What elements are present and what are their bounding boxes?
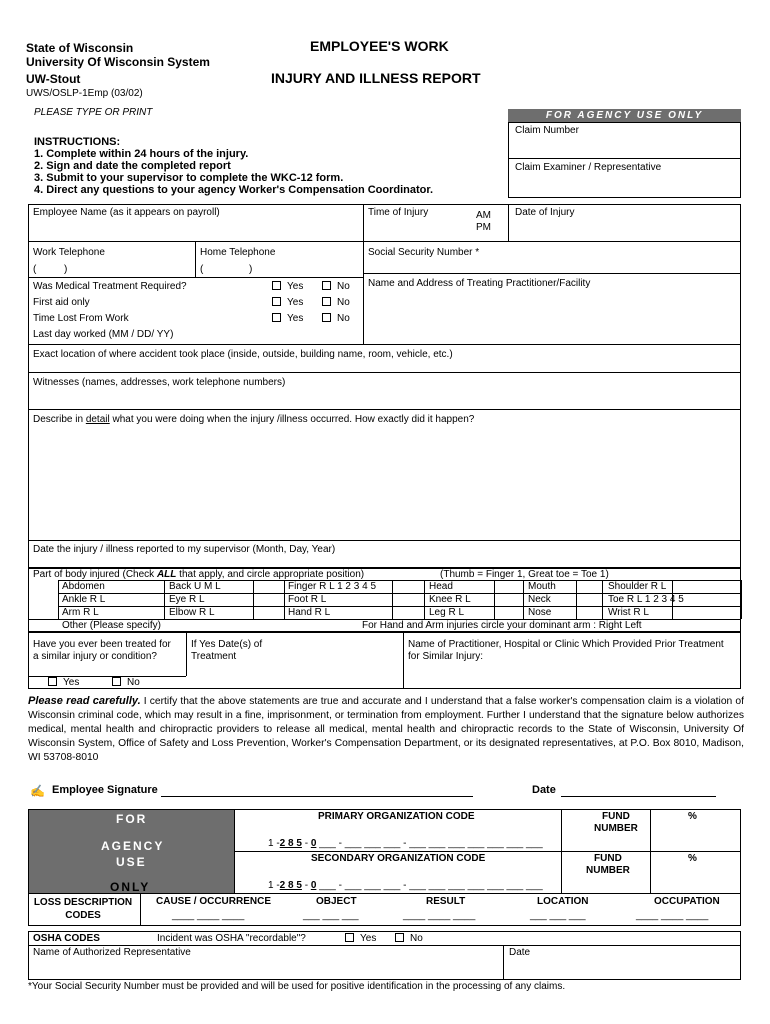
- body-part-option[interactable]: Elbow R L: [169, 607, 215, 618]
- divider: [28, 893, 741, 894]
- divider: [284, 580, 285, 619]
- secondary-percent-label: %: [688, 853, 697, 864]
- divider: [186, 632, 187, 676]
- osha-no-checkbox[interactable]: No: [395, 933, 423, 944]
- divider: [494, 580, 495, 619]
- state-name: State of Wisconsin: [26, 41, 134, 55]
- campus-name: UW-Stout: [26, 72, 81, 86]
- time-of-injury-field[interactable]: Time of Injury: [368, 207, 429, 218]
- primary-org-code-label: PRIMARY ORGANIZATION CODE: [318, 811, 475, 822]
- type-or-print-note: PLEASE TYPE OR PRINT: [34, 107, 153, 118]
- body-part-option[interactable]: Eye R L: [169, 594, 205, 605]
- secondary-fund-number-label: FUND NUMBER: [586, 853, 630, 876]
- body-parts-heading: Part of body injured (Check ALL that apply, and circle appropriate position): [33, 569, 365, 580]
- divider: [253, 580, 254, 619]
- body-part-option[interactable]: Wrist R L: [608, 607, 649, 618]
- instruction-item: 4. Direct any questions to your agency Worker's Compensation Coordinator.: [34, 184, 434, 196]
- divider: [392, 580, 393, 619]
- body-part-option[interactable]: Finger R L 1 2 3 4 5: [288, 581, 377, 592]
- divider: [28, 344, 741, 345]
- medical-no-checkbox[interactable]: No: [322, 281, 350, 292]
- home-phone-paren-close: ): [249, 264, 253, 275]
- signature-date-line[interactable]: [561, 796, 716, 797]
- employee-signature-label: Employee Signature: [52, 784, 158, 796]
- loss-description-label: LOSS DESCRIPTION CODES: [33, 897, 133, 921]
- divider: [28, 409, 741, 410]
- body-part-option[interactable]: Arm R L: [62, 607, 99, 618]
- work-phone-paren-close: ): [64, 264, 68, 275]
- time-lost-no-checkbox[interactable]: No: [322, 313, 350, 324]
- result-code-field[interactable]: ____ ____ ____: [403, 910, 476, 921]
- only-label: ONLY: [110, 880, 151, 894]
- employee-signature-line[interactable]: [161, 796, 473, 797]
- work-telephone-field[interactable]: Work Telephone: [33, 247, 105, 258]
- primary-org-code-field[interactable]: 1 -2 8 5 - 0 ___ - ___ ___ ___ - ___ ___ ___ ___ ___ ___ ___: [268, 838, 543, 849]
- exact-location-field[interactable]: Exact location of where accident took place (inside, outside, building name, room, vehicle, etc.): [33, 349, 453, 360]
- divider: [508, 158, 741, 159]
- body-part-option[interactable]: Back U M L: [169, 581, 221, 592]
- primary-percent-label: %: [688, 811, 697, 822]
- ssn-field[interactable]: Social Security Number *: [368, 247, 480, 258]
- checkbox-icon: [48, 677, 57, 686]
- authorized-rep-field[interactable]: Name of Authorized Representative: [33, 947, 191, 958]
- checkbox-icon: [322, 281, 331, 290]
- date-reported-field[interactable]: Date the injury / illness reported to my supervisor (Month, Day, Year): [33, 544, 336, 555]
- form-code: UWS/OSLP-1Emp (03/02): [26, 88, 143, 99]
- claim-examiner-field[interactable]: Claim Examiner / Representative: [515, 162, 662, 173]
- body-part-option[interactable]: Hand R L: [288, 607, 331, 618]
- form-title-line1: EMPLOYEE'S WORK: [310, 38, 449, 54]
- prior-treatment-question: Have you ever been treated for a similar injury or condition?: [33, 639, 171, 662]
- checkbox-icon: [272, 297, 281, 306]
- divider: [140, 893, 141, 926]
- osha-recordable-question: Incident was OSHA "recordable"?: [157, 933, 306, 944]
- practitioner-field[interactable]: Name and Address of Treating Practitioner/Facility: [368, 278, 591, 289]
- system-name: University Of Wisconsin System: [26, 55, 210, 69]
- authorized-rep-date-field[interactable]: Date: [509, 947, 531, 958]
- dominant-arm-question[interactable]: For Hand and Arm injuries circle your dominant arm : Right Left: [362, 620, 642, 631]
- other-body-part-field[interactable]: Other (Please specify): [62, 620, 161, 631]
- divider: [503, 945, 504, 980]
- divider: [424, 580, 425, 619]
- certification-text: Please read carefully. I certify that the above statements are true and accurate and I understand that a false worker's compensation claim is a violation of Wisconsin criminal code, which may result in a fine, imprisonment, or termination from employment. Further I understand that the signature below authorizes medical, mental health and chiropractic providers to release all medical, mental health and chiropractic records to the State of Wisconsin, University Of Wisconsin System, Office of Safety and Loss Prevention, Worker's Compensation Department, or its designated representatives, at P.O. Box 8010, Madison, WI 53708-8010: [28, 695, 744, 763]
- occupation-code-field[interactable]: ____ ____ ____: [636, 910, 709, 921]
- divider: [28, 540, 741, 541]
- use-label: USE: [116, 855, 147, 869]
- secondary-org-code-label: SECONDARY ORGANIZATION CODE: [311, 853, 486, 864]
- body-part-option[interactable]: Shoulder R L: [608, 581, 667, 592]
- divider: [234, 851, 741, 852]
- am-option[interactable]: AM: [476, 210, 491, 221]
- result-label: RESULT: [426, 896, 466, 907]
- pen-icon: ✍: [30, 784, 45, 798]
- checkbox-icon: [272, 281, 281, 290]
- divider: [508, 204, 509, 241]
- body-part-option[interactable]: Abdomen: [62, 581, 105, 592]
- body-part-option[interactable]: Ankle R L: [62, 594, 106, 605]
- prior-no-checkbox[interactable]: No: [112, 677, 140, 688]
- checkbox-icon: [345, 933, 354, 942]
- work-phone-paren-open: (: [33, 264, 37, 275]
- medical-yes-checkbox[interactable]: Yes: [272, 281, 303, 292]
- ssn-footnote: *Your Social Security Number must be provided and will be used for positive identification in the processing of any claims.: [28, 981, 566, 992]
- body-part-option[interactable]: Leg R L: [429, 607, 465, 618]
- divider: [28, 277, 363, 278]
- divider: [741, 580, 742, 619]
- checkbox-icon: [112, 677, 121, 686]
- time-lost-yes-checkbox[interactable]: Yes: [272, 313, 303, 324]
- date-of-injury-field[interactable]: Date of Injury: [515, 207, 575, 218]
- thumb-note: (Thumb = Finger 1, Great toe = Toe 1): [440, 569, 609, 580]
- instructions-heading: INSTRUCTIONS:: [34, 136, 121, 148]
- instructions: [34, 136, 433, 196]
- body-part-option[interactable]: Nose: [528, 607, 552, 618]
- object-code-field[interactable]: ___ ___ ___: [303, 910, 359, 921]
- secondary-org-code-field[interactable]: 1 -2 8 5 - 0 ___ - ___ ___ ___ - ___ ___ ___ ___ ___ ___ ___: [268, 880, 543, 891]
- osha-yes-checkbox[interactable]: Yes: [345, 933, 376, 944]
- location-code-field[interactable]: ___ ___ ___: [530, 910, 586, 921]
- divider: [58, 580, 59, 619]
- cause-occurrence-label: CAUSE / OCCURRENCE: [156, 896, 272, 907]
- claim-number-field[interactable]: Claim Number: [515, 125, 579, 136]
- body-part-option[interactable]: Mouth: [528, 581, 556, 592]
- body-part-option[interactable]: Neck: [528, 594, 551, 605]
- last-day-worked-field[interactable]: Last day worked (MM / DD/ YY): [33, 329, 174, 340]
- body-part-option[interactable]: Toe R L 1 2 3 4 5: [608, 594, 684, 605]
- divider: [28, 945, 741, 946]
- divider: [363, 204, 364, 344]
- divider: [28, 241, 741, 242]
- osha-codes-label: OSHA CODES: [33, 933, 100, 944]
- first-aid-label: First aid only: [33, 297, 90, 308]
- checkbox-icon: [322, 313, 331, 322]
- agency-label: AGENCY: [101, 839, 165, 853]
- prior-treatment-provider-field[interactable]: Name of Practitioner, Hospital or Clinic Which Provided Prior Treatment for Similar Injury:: [408, 639, 724, 662]
- instruction-item: 1. Complete within 24 hours of the injury.: [34, 148, 249, 160]
- divider: [164, 580, 165, 619]
- first-aid-no-checkbox[interactable]: No: [322, 297, 350, 308]
- prior-yes-checkbox[interactable]: Yes: [48, 677, 79, 688]
- witnesses-field[interactable]: Witnesses (names, addresses, work telephone numbers): [33, 377, 286, 388]
- divider: [523, 580, 524, 619]
- primary-fund-number-label: FUND NUMBER: [594, 811, 638, 834]
- body-part-option[interactable]: Foot R L: [288, 594, 327, 605]
- location-label: LOCATION: [537, 896, 589, 907]
- form-title-line2: INJURY AND ILLNESS REPORT: [271, 70, 481, 86]
- instruction-item: 2. Sign and date the completed report: [34, 160, 231, 172]
- pm-option[interactable]: PM: [476, 222, 491, 233]
- agency-use-heading: FOR AGENCY USE ONLY: [508, 109, 741, 122]
- occupation-label: OCCUPATION: [654, 896, 720, 907]
- divider: [403, 632, 404, 689]
- divider: [28, 372, 741, 373]
- medical-required-label: Was Medical Treatment Required?: [33, 281, 187, 292]
- divider: [602, 580, 603, 619]
- divider: [576, 580, 577, 619]
- object-label: OBJECT: [316, 896, 357, 907]
- checkbox-icon: [322, 297, 331, 306]
- divider: [195, 241, 196, 277]
- signature-date-label: Date: [532, 784, 556, 796]
- divider: [363, 273, 741, 274]
- body-part-option[interactable]: Head: [429, 581, 453, 592]
- for-label: FOR: [116, 812, 148, 826]
- time-lost-label: Time Lost From Work: [33, 313, 129, 324]
- describe-field[interactable]: Describe in detail what you were doing when the injury /illness occurred. How exactly did it happen?: [33, 414, 475, 425]
- instruction-item: 3. Submit to your supervisor to complete the WKC-12 form.: [34, 172, 344, 184]
- checkbox-icon: [272, 313, 281, 322]
- employee-name-field[interactable]: Employee Name (as it appears on payroll): [33, 207, 220, 218]
- home-phone-paren-open: (: [200, 264, 204, 275]
- first-aid-yes-checkbox[interactable]: Yes: [272, 297, 303, 308]
- checkbox-icon: [395, 933, 404, 942]
- prior-treatment-dates-field[interactable]: If Yes Date(s) of Treatment: [191, 639, 263, 662]
- cause-code-field[interactable]: ____ ____ ____: [172, 910, 245, 921]
- home-telephone-field[interactable]: Home Telephone: [200, 247, 276, 258]
- body-part-option[interactable]: Knee R L: [429, 594, 471, 605]
